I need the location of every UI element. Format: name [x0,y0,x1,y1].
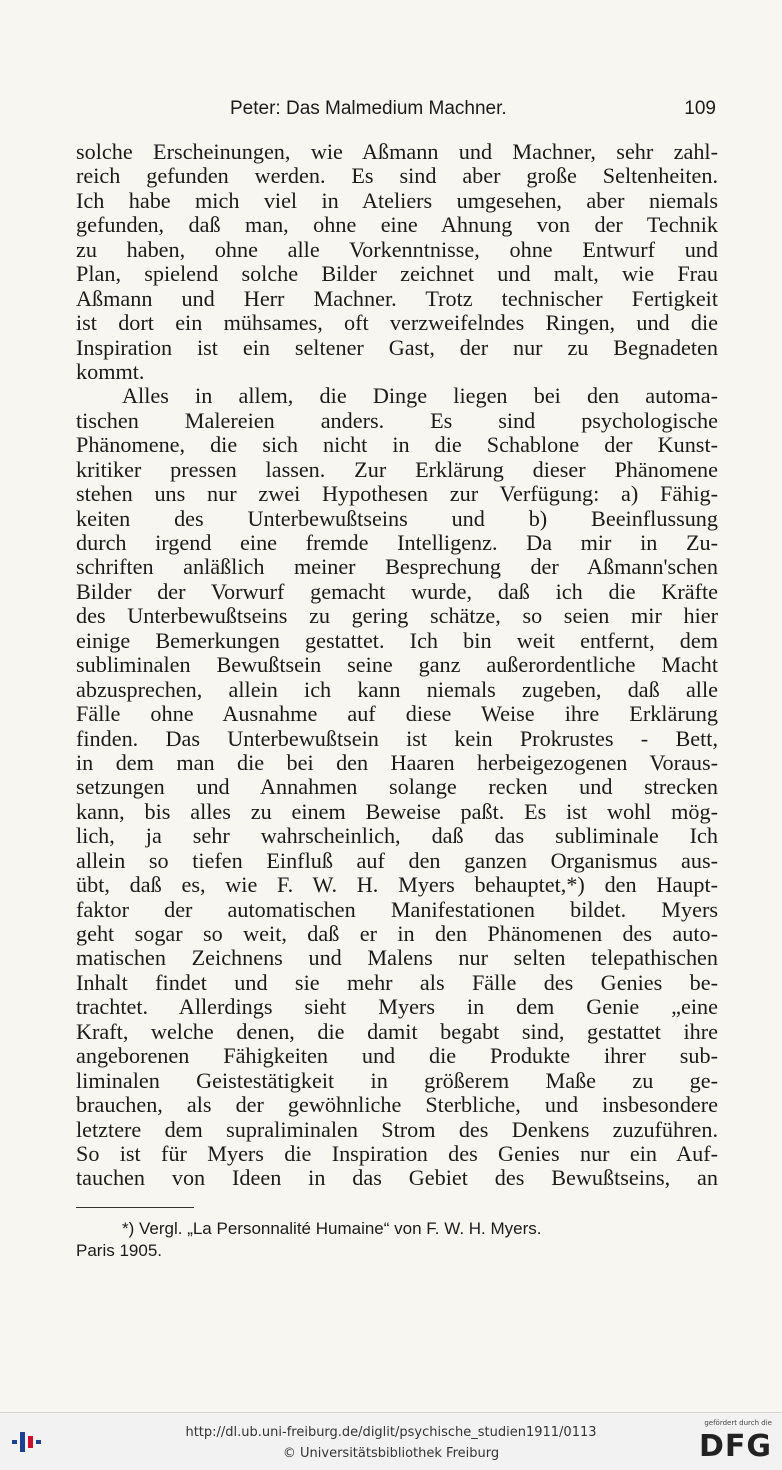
text-line: allein so tiefen Einfluß auf den ganzen Organismus aus- [76,847,718,873]
text-line: faktor der automatischen Manifestationen bildet. Myers [76,896,718,922]
text-line: matischen Zeichnens und Malens nur selten telepathischen [76,945,718,971]
text-line: liminalen Geistestätigkeit in größerem Maße zu ge- [76,1067,718,1093]
text-line: Fälle ohne Ausnahme auf diese Weise ihre Erklärung [76,701,718,727]
text-line: letztere dem supraliminalen Strom des Denkens zuzuführen. [76,1116,718,1142]
text-line: übt, daß es, wie F. W. H. Myers behauptet,*) den Haupt- [76,872,718,898]
footnote-rule [76,1207,194,1208]
body-text [76,140,718,1191]
footnote-line: *) Vergl. „La Personnalité Humaine“ von F. W. H. Myers. [122,1219,542,1238]
running-head [76,94,718,124]
text-line: Ich habe mich viel in Ateliers umgesehen, aber niemals [76,187,718,213]
text-line: finden. Das Unterbewußtsein ist kein Prokrustes - Bett, [76,725,718,751]
text-line: solche Erscheinungen, wie Aßmann und Machner, sehr zahl- [76,139,718,164]
running-title: Peter: Das Malmedium Machner. [230,98,507,119]
text-line: keiten des Unterbewußtseins und b) Beeinflussung [76,505,718,531]
text-line: kommt. [76,358,145,384]
text-line: geht sogar so weit, daß er in den Phänomenen des auto- [76,921,718,946]
copyright-notice: © Universitätsbibliothek Freiburg [282,1446,500,1461]
footer-bar [0,1412,782,1470]
text-line: So ist für Myers die Inspiration des Genies nur ein Auf- [76,1140,718,1166]
text-line: einige Bemerkungen gestattet. Ich bin weit entfernt, dem [76,627,718,653]
text-line: kann, bis alles zu einem Beweise paßt. Es ist wohl mög- [76,798,718,824]
text-line: abzusprechen, allein ich kann niemals zugeben, daß alle [76,676,718,702]
dfg-logo [690,1419,772,1465]
text-line: subliminalen Bewußtsein seine ganz außerordentliche Macht [76,652,718,678]
text-line: Inhalt findet und sie mehr als Fälle des Genies be- [76,969,718,995]
text-line: Bilder der Vorwurf gemacht wurde, daß ich die Kräfte [76,578,718,604]
text-line: tauchen von Ideen in das Gebiet des Bewußtseins, an [76,1165,718,1191]
footnote [76,1218,718,1262]
text-line: Kraft, welche denen, die damit begabt sind, gestattet ihre [76,1018,718,1044]
dfg-caption: gefördert durch die [704,1419,772,1427]
text-line: lich, ja sehr wahrscheinlich, daß das subliminale Ich [76,823,718,849]
text-line: angeborenen Fähigkeiten und die Produkte ihrer sub- [76,1043,718,1069]
permalink-url[interactable]: http://dl.ub.uni-freiburg.de/diglit/psychische_studien1911/0113 [185,1425,597,1440]
text-line: durch irgend eine fremde Intelligenz. Da mir in Zu- [76,530,718,555]
dfg-mark: DFG [698,1429,772,1464]
text-line: tischen Malereien anders. Es sind psychologische [76,407,718,433]
text-line: stehen uns nur zwei Hypothesen zur Verfügung: a) Fähig- [76,481,718,507]
text-line: in dem man die bei den Haaren herbeigezogenen Voraus- [76,749,718,775]
text-line: ist dort ein mühsames, oft verzweifelndes Ringen, und die [76,310,718,336]
text-line: Plan, spielend solche Bilder zeichnet und malt, wie Frau [76,261,718,287]
text-line: des Unterbewußtseins zu gering schätze, so seien mir hier [76,603,718,629]
text-line: Alles in allem, die Dinge liegen bei den automa- [122,383,718,409]
text-line: setzungen und Annahmen solange recken und strecken [76,774,718,800]
text-line: trachtet. Allerdings sieht Myers in dem Genie „eine [76,994,718,1020]
text-line: schriften anläßlich meiner Besprechung der Aßmann'schen [76,554,718,580]
text-line: brauchen, als der gewöhnliche Sterbliche, und insbesondere [76,1092,718,1118]
text-line: Phänomene, die sich nicht in die Schablone der Kunst- [76,432,718,458]
text-line: gefunden, daß man, ohne eine Ahnung von der Technik [76,212,718,238]
text-line: Aßmann und Herr Machner. Trotz technischer Fertigkeit [76,285,718,311]
text-line: reich gefunden werden. Es sind aber große Seltenheiten. [76,163,718,189]
page-number: 109 [684,98,716,119]
text-line: kritiker pressen lassen. Zur Erklärung dieser Phänomene [76,456,718,482]
text-line: Inspiration ist ein seltener Gast, der nur zu Begnadeten [76,334,718,360]
footnote-line: Paris 1905. [76,1241,162,1260]
text-line: zu haben, ohne alle Vorkenntnisse, ohne Entwurf und [76,236,718,262]
